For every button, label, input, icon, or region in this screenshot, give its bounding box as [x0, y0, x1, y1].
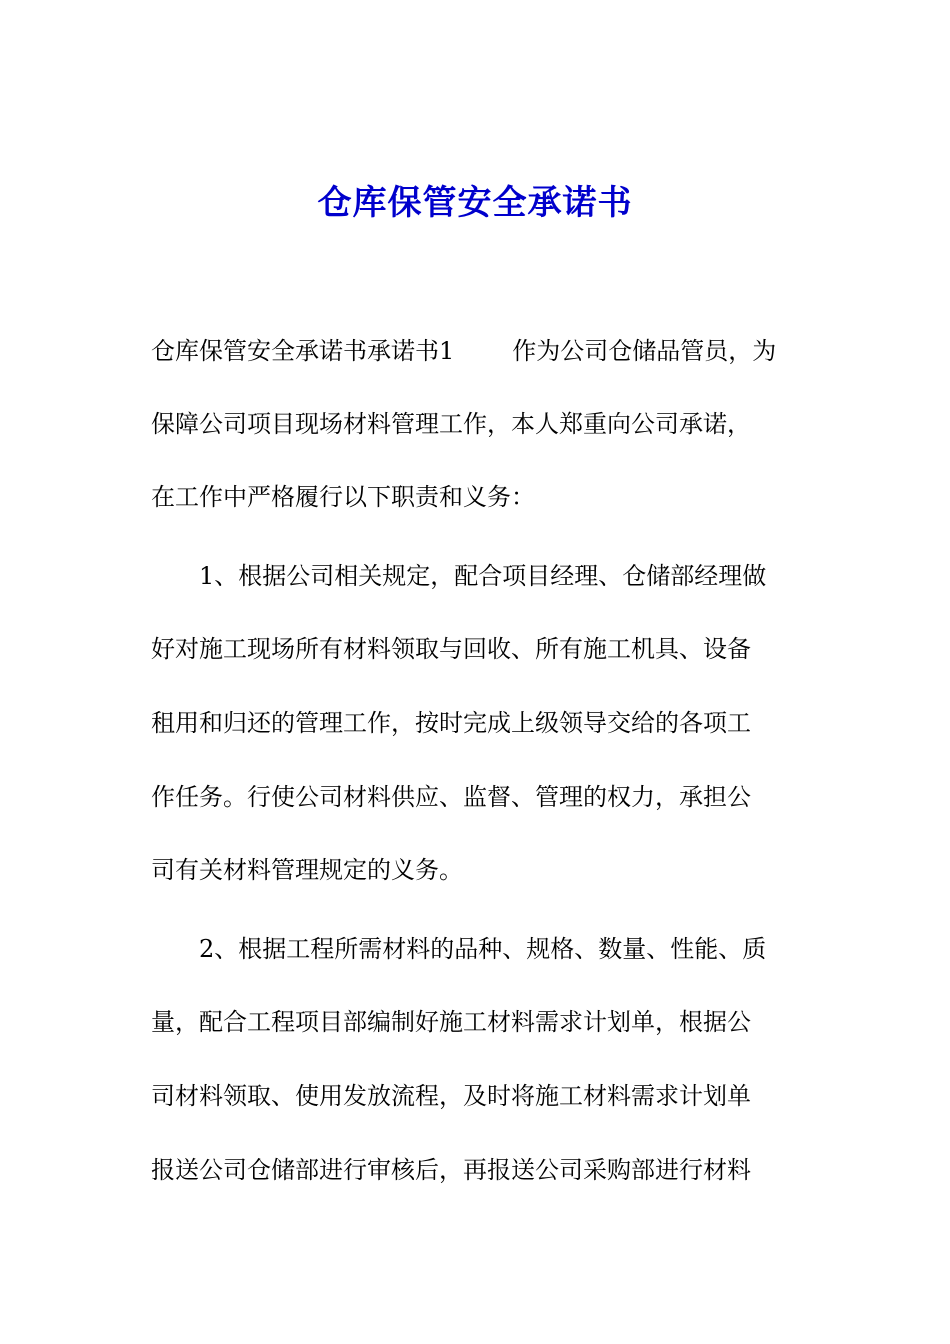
paragraph-line-8: 司有关材料管理规定的义务。 [151, 856, 463, 884]
paragraph-text: 作为公司仓储品管员，为 [512, 337, 777, 365]
inline-heading: 仓库保管安全承诺书承诺书1 [151, 337, 455, 365]
paragraph-line-2: 保障公司项目现场材料管理工作，本人郑重向公司承诺， [151, 410, 751, 438]
paragraph-line-11: 司材料领取、使用发放流程，及时将施工材料需求计划单 [151, 1082, 751, 1110]
paragraph-line-6: 租用和归还的管理工作，按时完成上级领导交给的各项工 [151, 709, 751, 737]
paragraph-line-9: 2、根据工程所需材料的品种、规格、数量、性能、质 [199, 935, 767, 963]
paragraph-line-5: 好对施工现场所有材料领取与回收、所有施工机具、设备 [151, 635, 751, 663]
document-title: 仓库保管安全承诺书 [317, 183, 633, 223]
paragraph-line-7: 作任务。行使公司材料供应、监督、管理的权力，承担公 [151, 783, 751, 811]
paragraph-line-4: 1、根据公司相关规定，配合项目经理、仓储部经理做 [199, 562, 767, 590]
paragraph-line-12: 报送公司仓储部进行审核后，再报送公司采购部进行材料 [151, 1156, 751, 1184]
paragraph-line-3: 在工作中严格履行以下职责和义务： [151, 483, 535, 511]
paragraph-line-10: 量，配合工程项目部编制好施工材料需求计划单，根据公 [151, 1008, 751, 1036]
paragraph-line-1 [151, 333, 811, 369]
